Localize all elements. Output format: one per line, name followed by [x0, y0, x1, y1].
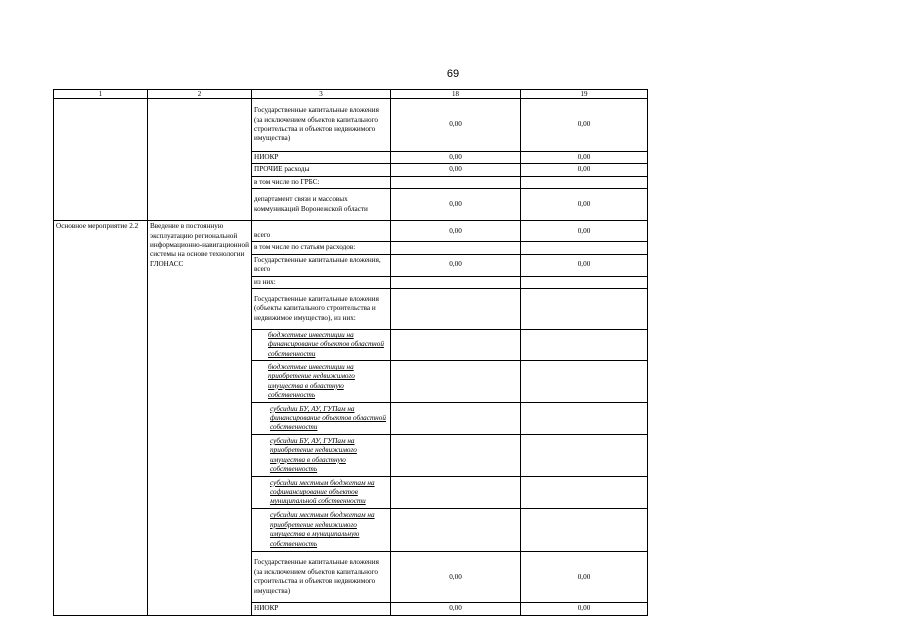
value-cell-19: [521, 435, 648, 477]
page-number: 69: [446, 68, 460, 80]
row-label-text: субсидии БУ, АУ, ГУПам на финансирование объектов областной собственности: [270, 404, 386, 432]
table-row: [54, 221, 648, 242]
value-cell-18: 0,00: [391, 552, 521, 603]
measure-description: Введение в постоянную эксплуатацию региональной информационно-навигационной системы на основе технологии ГЛОНАСС: [148, 221, 252, 615]
row-label-italic: [252, 509, 391, 552]
row-label-italic: [252, 477, 391, 509]
row-label-italic: [252, 403, 391, 435]
value-cell-18: [391, 289, 521, 330]
value-cell-18: 0,00: [391, 603, 521, 615]
value-cell-19: [521, 330, 648, 361]
value-cell-18: 0,00: [391, 221, 521, 242]
value-cell-19: [521, 477, 648, 509]
value-cell-18: [391, 242, 521, 254]
value-cell-18: 0,00: [391, 254, 521, 276]
row-label-text: субсидии местным бюджетам на приобретение недвижимого имущества в муниципальную собственность: [270, 511, 375, 548]
row-label: Государственные капитальные вложения (за исключением объектов капитального строительства и объектов недвижимого имущества): [252, 99, 391, 152]
value-cell-18: 0,00: [391, 189, 521, 221]
value-cell-19: 0,00: [521, 221, 648, 242]
description-cell-empty: [148, 99, 252, 221]
value-cell-19: [521, 403, 648, 435]
value-cell-18: 0,00: [391, 152, 521, 164]
row-label: Государственные капитальные вложения (объекты капитального строительства и недвижимое имущество), из них:: [252, 289, 391, 330]
value-cell-18: [391, 176, 521, 188]
row-label: департамент связи и массовых коммуникаций Воронежской области: [252, 189, 391, 221]
row-label-italic: [252, 361, 391, 403]
value-cell-19: [521, 242, 648, 254]
value-cell-18: 0,00: [391, 164, 521, 176]
column-header-19: 19: [521, 90, 648, 99]
row-label: в том числе по ГРБС:: [252, 176, 391, 188]
value-cell-18: 0,00: [391, 99, 521, 152]
value-cell-18: [391, 435, 521, 477]
value-cell-18: [391, 403, 521, 435]
header-row: [54, 90, 648, 99]
row-label-italic: [252, 435, 391, 477]
value-cell-19: 0,00: [521, 552, 648, 603]
value-cell-19: 0,00: [521, 99, 648, 152]
value-cell-18: [391, 330, 521, 361]
expenditure-table: [53, 89, 648, 616]
column-header-2: 2: [148, 90, 252, 99]
row-label: НИОКР: [252, 152, 391, 164]
row-label-text: субсидии местным бюджетам на софинансирование объектов муниципальной собственности: [270, 478, 375, 506]
row-label: всего: [252, 221, 391, 242]
value-cell-18: [391, 509, 521, 552]
measure-cell-empty: [54, 99, 148, 221]
row-label-text: бюджетные инвестиции на финансирование объектов областной собственности: [268, 331, 384, 358]
value-cell-19: 0,00: [521, 603, 648, 615]
column-header-1: 1: [54, 90, 148, 99]
value-cell-18: [391, 361, 521, 403]
row-label: НИОКР: [252, 603, 391, 615]
value-cell-19: [521, 361, 648, 403]
value-cell-18: [391, 276, 521, 288]
row-label-text: бюджетные инвестиции на приобретение недвижимого имущества в областную собственность: [268, 362, 355, 400]
value-cell-18: [391, 477, 521, 509]
row-label: в том числе по статьям расходов:: [252, 242, 391, 254]
value-cell-19: 0,00: [521, 254, 648, 276]
value-cell-19: [521, 289, 648, 330]
value-cell-19: 0,00: [521, 152, 648, 164]
column-header-18: 18: [391, 90, 521, 99]
row-label: из них:: [252, 276, 391, 288]
column-header-3: 3: [252, 90, 391, 99]
row-label: Государственные капитальные вложения (за исключением объектов капитального строительства и объектов недвижимого имущества): [252, 552, 391, 603]
value-cell-19: 0,00: [521, 164, 648, 176]
value-cell-19: [521, 176, 648, 188]
value-cell-19: [521, 509, 648, 552]
row-label-text: субсидии БУ, АУ, ГУПам на приобретение недвижимого имущества в областную собственность: [270, 436, 357, 474]
row-label-italic: [252, 330, 391, 361]
measure-name: Основное мероприятие 2.2: [54, 221, 148, 615]
row-label: Государственные капитальные вложения, всего: [252, 254, 391, 276]
value-cell-19: 0,00: [521, 189, 648, 221]
value-cell-19: [521, 276, 648, 288]
row-label: ПРОЧИЕ расходы: [252, 164, 391, 176]
table-row: [54, 99, 648, 152]
